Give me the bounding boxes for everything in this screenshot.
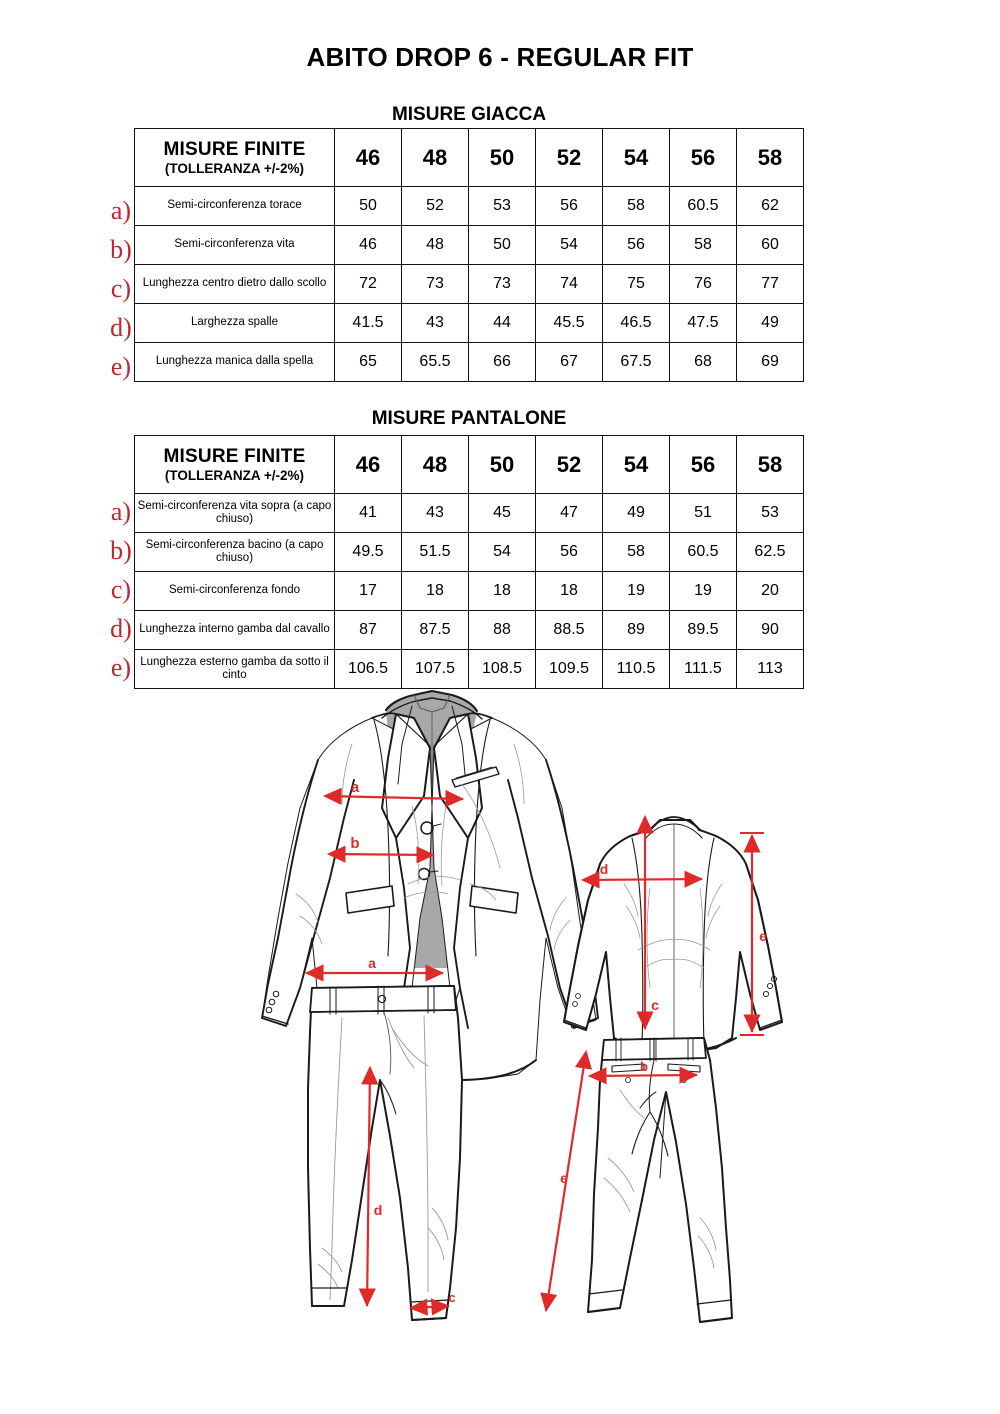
marker-label-jacket-waist: b [350, 835, 360, 852]
cell-value: 58 [670, 226, 737, 265]
table-row [135, 611, 804, 650]
header-label-line2: (TOLLERANZA +/-2%) [164, 160, 305, 176]
cell-value: 65.5 [402, 343, 469, 382]
header-size-50: 50 [469, 436, 536, 494]
row-label: Lunghezza interno gamba dal cavallo [135, 611, 335, 650]
cell-value: 75 [603, 265, 670, 304]
header-label-line1: MISURE FINITE [163, 445, 306, 467]
marker-label-trousers-inseam: d [373, 1202, 383, 1218]
header-label-line2: (TOLLERANZA +/-2%) [164, 467, 305, 483]
cell-value: 72 [335, 265, 402, 304]
cell-value: 17 [335, 572, 402, 611]
cell-value: 20 [737, 572, 804, 611]
cell-value: 43 [402, 304, 469, 343]
cell-value: 113 [737, 650, 804, 689]
cell-value: 18 [536, 572, 603, 611]
header-size-54: 54 [603, 129, 670, 187]
cell-value: 41.5 [335, 304, 402, 343]
row-letter-jacket-d: d) [110, 313, 132, 342]
header-measure-label [135, 436, 335, 494]
cell-value: 62.5 [737, 533, 804, 572]
cell-value: 49 [737, 304, 804, 343]
row-letter-jacket-e: e) [110, 352, 132, 381]
table-row [135, 226, 804, 265]
row-label: Semi-circonferenza bacino (a capo chiuso) [135, 533, 335, 572]
row-label: Semi-circonferenza vita [135, 226, 335, 265]
cell-value: 19 [670, 572, 737, 611]
header-label-line1: MISURE FINITE [163, 138, 306, 160]
table-row [135, 533, 804, 572]
cell-value: 89 [603, 611, 670, 650]
table-row [135, 343, 804, 382]
jacket-back-view [564, 817, 782, 1052]
cell-value: 45 [469, 494, 536, 533]
row-label: Semi-circonferenza fondo [135, 572, 335, 611]
marker-label-trousers-hip: b [640, 1059, 648, 1074]
cell-value: 88.5 [536, 611, 603, 650]
trousers-measurements-table [134, 435, 804, 689]
cell-value: 88 [469, 611, 536, 650]
marker-label-trousers-waist: a [368, 955, 376, 971]
header-size-58: 58 [737, 129, 804, 187]
cell-value: 87 [335, 611, 402, 650]
cell-value: 51 [670, 494, 737, 533]
cell-value: 56 [603, 226, 670, 265]
cell-value: 51.5 [402, 533, 469, 572]
header-size-48: 48 [402, 436, 469, 494]
header-size-54: 54 [603, 436, 670, 494]
cell-value: 58 [603, 187, 670, 226]
page-title: ABITO DROP 6 - REGULAR FIT [306, 42, 694, 72]
header-size-50: 50 [469, 129, 536, 187]
cell-value: 110.5 [603, 650, 670, 689]
cell-value: 76 [670, 265, 737, 304]
row-label: Larghezza spalle [135, 304, 335, 343]
cell-value: 69 [737, 343, 804, 382]
section-title-jacket: MISURE GIACCA [391, 104, 547, 125]
cell-value: 77 [737, 265, 804, 304]
cell-value: 47.5 [670, 304, 737, 343]
table-row [135, 187, 804, 226]
cell-value: 68 [670, 343, 737, 382]
cell-value: 108.5 [469, 650, 536, 689]
row-letter-trousers-c: c) [110, 575, 132, 604]
measure-line-jacket-shoulder [583, 879, 702, 880]
cell-value: 47 [536, 494, 603, 533]
suit-technical-drawing [0, 688, 1000, 1414]
header-size-46: 46 [335, 129, 402, 187]
header-measure-label [135, 129, 335, 187]
cell-value: 67.5 [603, 343, 670, 382]
cell-value: 56 [536, 187, 603, 226]
cell-value: 45.5 [536, 304, 603, 343]
cell-value: 60.5 [670, 187, 737, 226]
row-letter-jacket-b: b) [110, 235, 132, 264]
cell-value: 58 [603, 533, 670, 572]
marker-label-trousers-hem: c [448, 1290, 456, 1305]
trousers-front-view [308, 986, 462, 1320]
cell-value: 73 [469, 265, 536, 304]
cell-value: 109.5 [536, 650, 603, 689]
cell-value: 49 [603, 494, 670, 533]
row-label: Lunghezza esterno gamba da sotto il cinto [135, 650, 335, 689]
row-label: Lunghezza manica dalla spella [135, 343, 335, 382]
cell-value: 48 [402, 226, 469, 265]
header-size-48: 48 [402, 129, 469, 187]
cell-value: 106.5 [335, 650, 402, 689]
row-letter-trousers-a: a) [110, 497, 132, 526]
marker-label-jacket-chest: a [350, 779, 360, 796]
cell-value: 43 [402, 494, 469, 533]
row-letter-trousers-d: d) [110, 614, 132, 643]
header-size-56: 56 [670, 129, 737, 187]
cell-value: 46 [335, 226, 402, 265]
table-row [135, 650, 804, 689]
measure-line-trousers-hip [590, 1075, 697, 1076]
table-row [135, 494, 804, 533]
table-header-row [135, 436, 804, 494]
marker-label-jacket-backlength: c [651, 997, 659, 1013]
row-letter-jacket-c: c) [110, 274, 132, 303]
cell-value: 111.5 [670, 650, 737, 689]
cell-value: 54 [536, 226, 603, 265]
section-title-trousers: MISURE PANTALONE [371, 408, 567, 429]
cell-value: 41 [335, 494, 402, 533]
cell-value: 18 [469, 572, 536, 611]
row-letter-trousers-e: e) [110, 653, 132, 682]
jacket-measurements-table [134, 128, 804, 382]
cell-value: 54 [469, 533, 536, 572]
cell-value: 90 [737, 611, 804, 650]
header-size-52: 52 [536, 129, 603, 187]
row-letter-trousers-b: b) [110, 536, 132, 565]
cell-value: 50 [469, 226, 536, 265]
row-label: Lunghezza centro dietro dallo scollo [135, 265, 335, 304]
cell-value: 67 [536, 343, 603, 382]
cell-value: 60 [737, 226, 804, 265]
table-header-row [135, 129, 804, 187]
header-size-46: 46 [335, 436, 402, 494]
marker-label-jacket-shoulder: d [599, 861, 609, 877]
row-label: Semi-circonferenza torace [135, 187, 335, 226]
header-size-52: 52 [536, 436, 603, 494]
cell-value: 73 [402, 265, 469, 304]
cell-value: 52 [402, 187, 469, 226]
marker-label-jacket-sleeve: e [759, 928, 767, 944]
cell-value: 74 [536, 265, 603, 304]
cell-value: 50 [335, 187, 402, 226]
cell-value: 53 [469, 187, 536, 226]
cell-value: 56 [536, 533, 603, 572]
cell-value: 19 [603, 572, 670, 611]
measure-line-jacket-waist [329, 854, 434, 855]
header-size-58: 58 [737, 436, 804, 494]
table-row [135, 304, 804, 343]
trousers-back-view [588, 1038, 732, 1322]
cell-value: 66 [469, 343, 536, 382]
cell-value: 49.5 [335, 533, 402, 572]
cell-value: 53 [737, 494, 804, 533]
header-size-56: 56 [670, 436, 737, 494]
table-row [135, 572, 804, 611]
cell-value: 46.5 [603, 304, 670, 343]
cell-value: 107.5 [402, 650, 469, 689]
cell-value: 60.5 [670, 533, 737, 572]
marker-label-trousers-outseam: e [560, 1170, 568, 1186]
cell-value: 89.5 [670, 611, 737, 650]
cell-value: 62 [737, 187, 804, 226]
row-letter-jacket-a: a) [110, 196, 132, 225]
row-label: Semi-circonferenza vita sopra (a capo chiuso) [135, 494, 335, 533]
cell-value: 87.5 [402, 611, 469, 650]
cell-value: 44 [469, 304, 536, 343]
cell-value: 18 [402, 572, 469, 611]
table-row [135, 265, 804, 304]
cell-value: 65 [335, 343, 402, 382]
